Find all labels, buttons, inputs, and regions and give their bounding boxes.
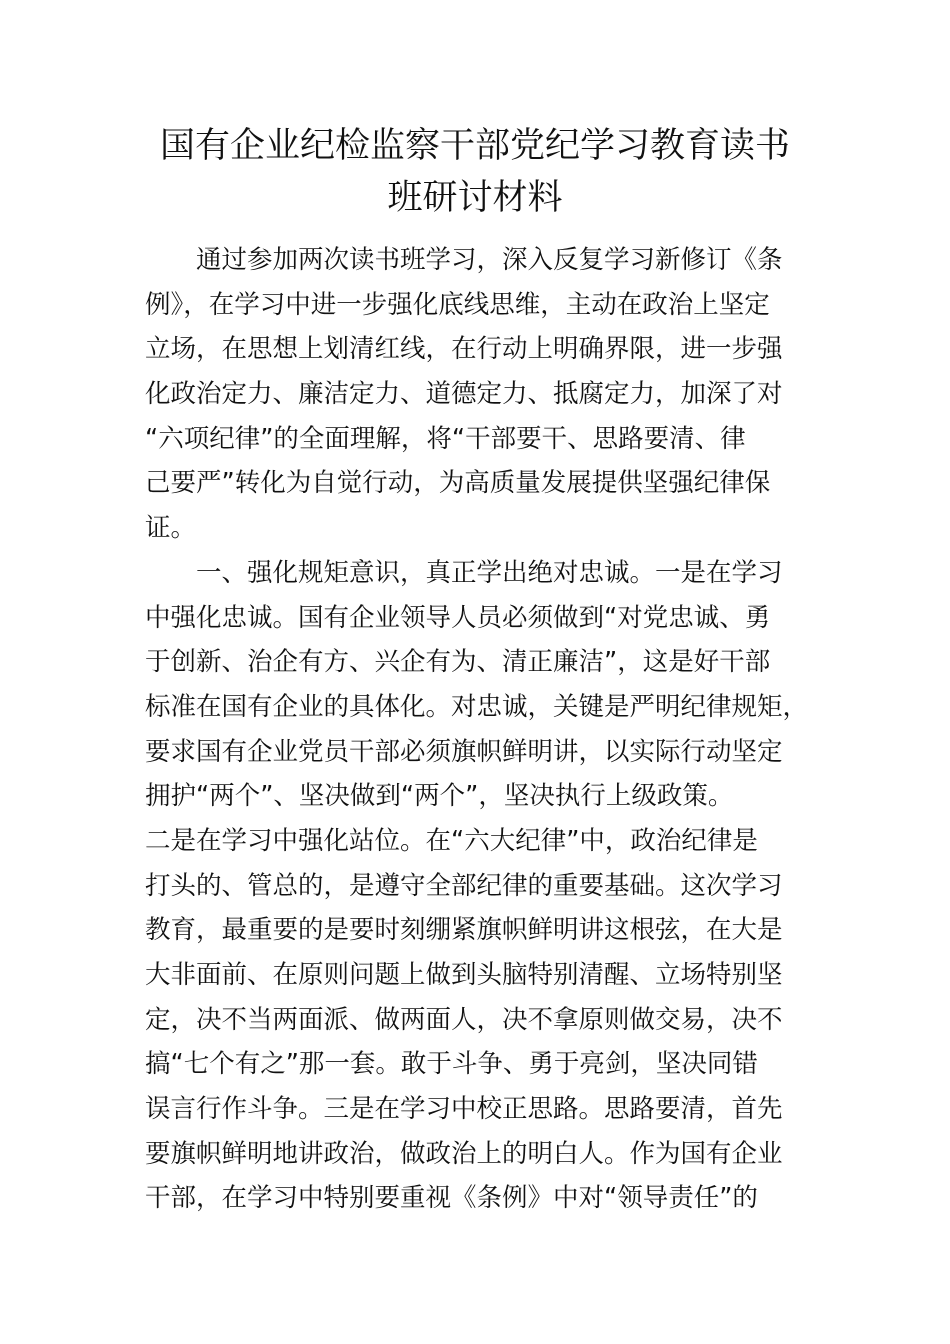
text-line: 立场，在思想上划清红线，在行动上明确界限，进一步强 bbox=[145, 334, 783, 365]
text-line: 于创新、治企有方、兴企有为、清正廉洁”，这是好干部 bbox=[145, 647, 771, 678]
text-line: 己要严”转化为自觉行动，为高质量发展提供坚强纪律保 bbox=[145, 468, 771, 499]
text-line: 误言行作斗争。三是在学习中校正思路。思路要清，首先 bbox=[145, 1094, 783, 1125]
text-line: 打头的、管总的，是遵守全部纪律的重要基础。这次学习 bbox=[145, 870, 783, 901]
text-line: 拥护“两个”、坚决做到“两个”，坚决执行上级政策。 bbox=[145, 781, 734, 812]
text-line: 要旗帜鲜明地讲政治，做政治上的明白人。作为国有企业 bbox=[145, 1138, 783, 1169]
document-title bbox=[100, 120, 850, 224]
paragraph-intro bbox=[145, 238, 805, 551]
document-body bbox=[145, 238, 809, 1221]
text-line: 大非面前、在原则问题上做到头脑特别清醒、立场特别坚 bbox=[145, 960, 783, 990]
title-line: 国有企业纪检监察干部党纪学习教育读书 bbox=[159, 126, 790, 166]
text-line: 一、强化规矩意识，真正学出绝对忠诚。一是在学习 bbox=[196, 557, 783, 588]
text-line: 定，决不当两面派、做两面人，决不拿原则做交易，决不 bbox=[145, 1004, 783, 1035]
text-line: 化政治定力、廉洁定力、道德定力、抵腐定力，加深了对 bbox=[145, 379, 783, 410]
text-line: 干部，在学习中特别要重视《条例》中对“领导责任”的 bbox=[145, 1183, 758, 1214]
text-line: 二是在学习中强化站位。在“六大纪律”中，政治纪律是 bbox=[145, 825, 758, 856]
text-line: 搞“七个有之”那一套。敢于斗争、勇于亮剑，坚决同错 bbox=[145, 1049, 758, 1080]
text-line: 证。 bbox=[145, 513, 197, 544]
text-line: 要求国有企业党员干部必须旗帜鲜明讲，以实际行动坚定 bbox=[145, 736, 783, 767]
text-line: 通过参加两次读书班学习，深入反复学习新修订《条 bbox=[196, 245, 783, 275]
title-line: 班研讨材料 bbox=[387, 178, 563, 218]
text-line: 中强化忠诚。国有企业领导人员必须做到“对党忠诚、勇 bbox=[145, 602, 771, 633]
text-line: “六项纪律”的全面理解，将“干部要干、思路要清、律 bbox=[145, 423, 746, 454]
text-line: 例》，在学习中进一步强化底线思维，主动在政治上坚定 bbox=[145, 289, 770, 320]
text-line: 教育，最重要的是要时刻绷紧旗帜鲜明讲这根弦，在大是 bbox=[145, 915, 783, 946]
paragraph-section-one bbox=[145, 551, 809, 1221]
text-line: 标准在国有企业的具体化。对忠诚，关键是严明纪律规矩， bbox=[145, 691, 809, 722]
